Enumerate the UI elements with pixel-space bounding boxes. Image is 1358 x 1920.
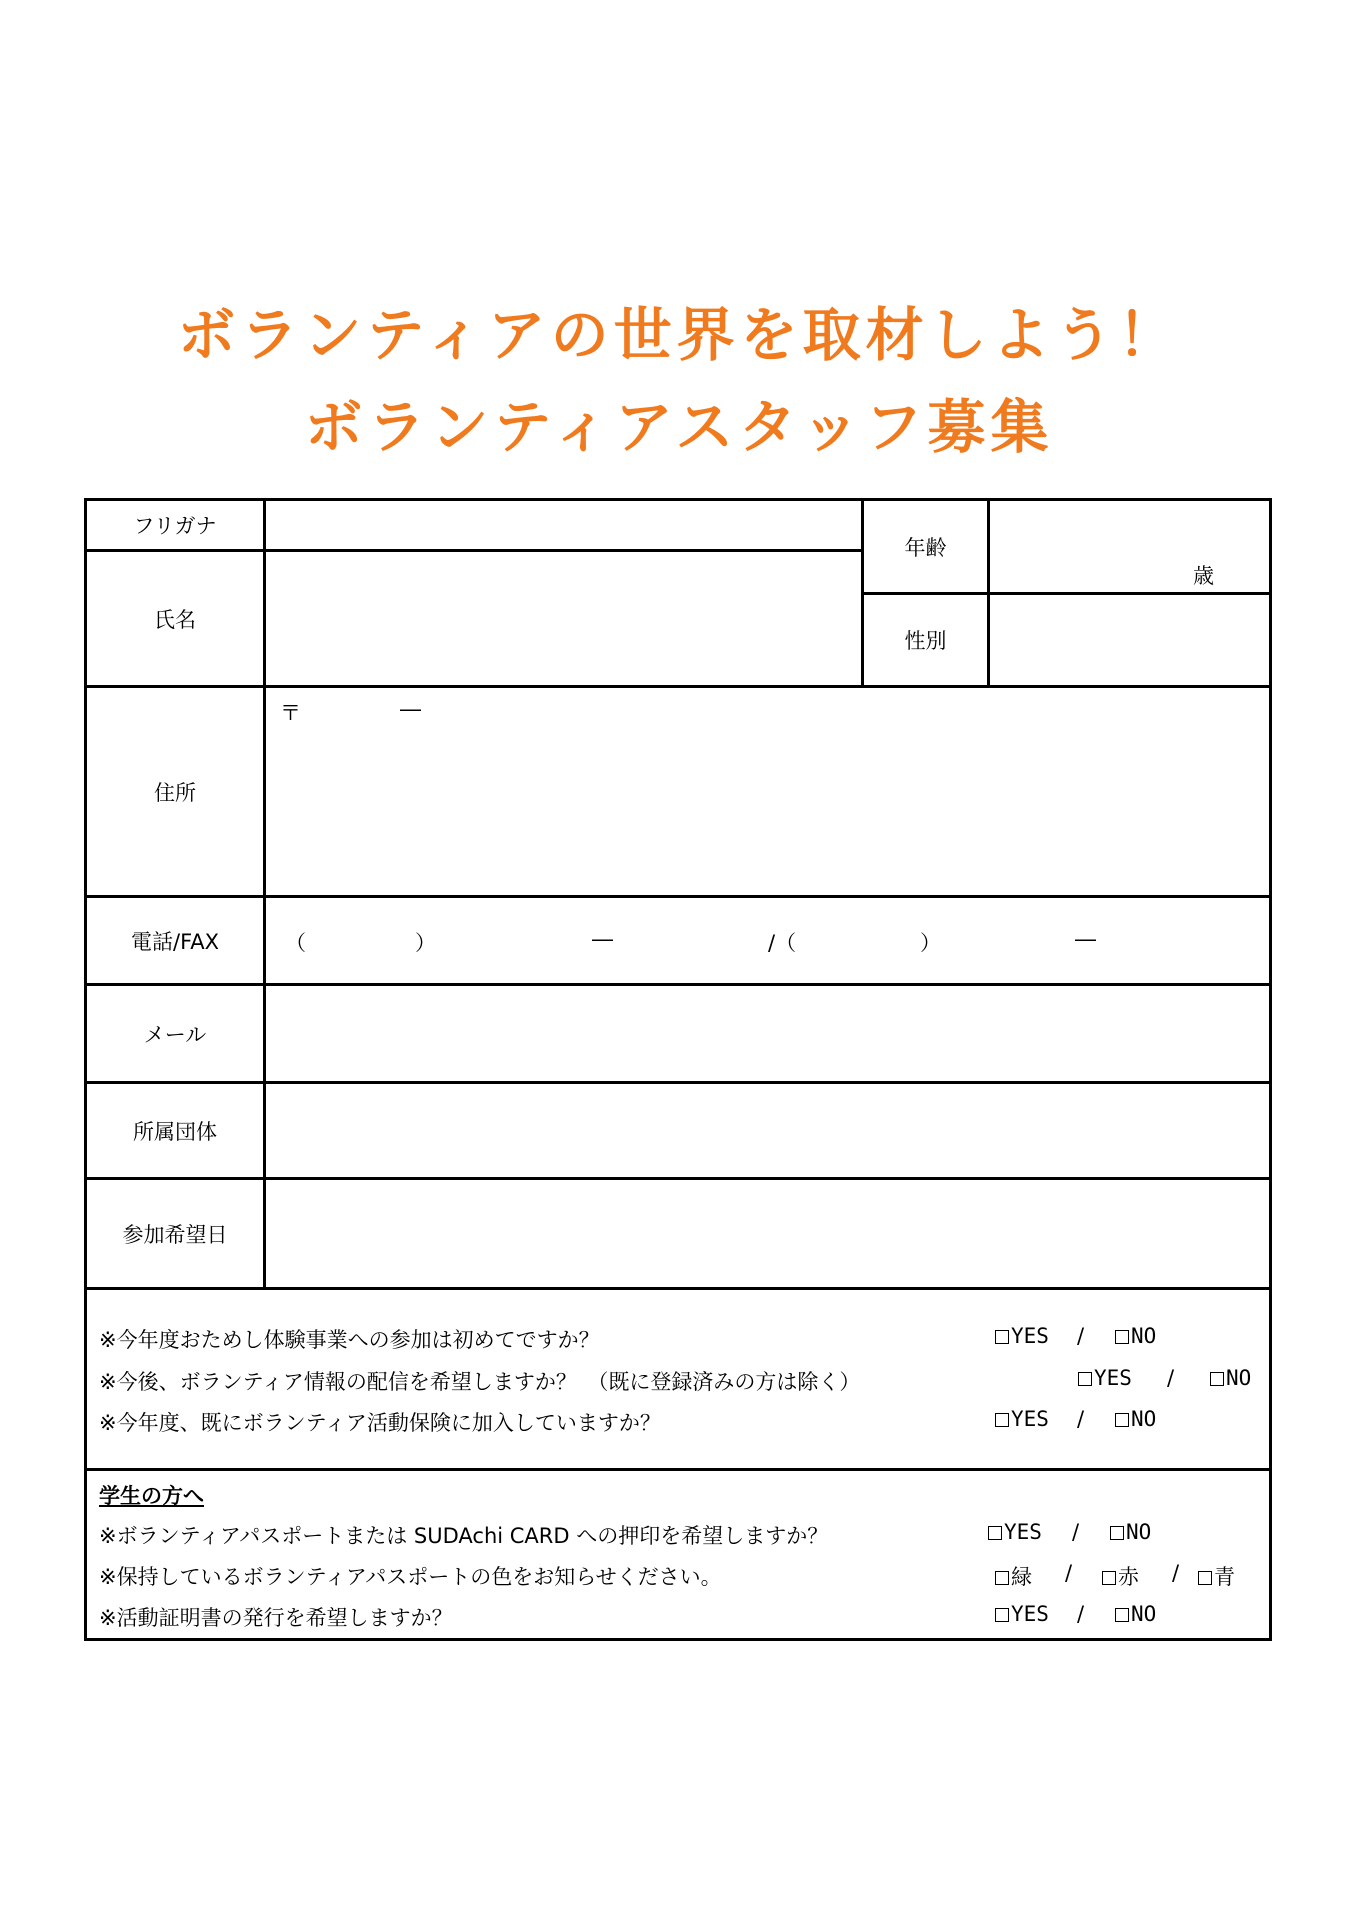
checkbox-icon bbox=[1115, 1608, 1129, 1622]
no-option[interactable]: NO bbox=[1115, 1407, 1156, 1431]
red-option[interactable]: 赤 bbox=[1102, 1561, 1139, 1591]
no-option[interactable]: NO bbox=[1115, 1324, 1156, 1348]
no-option[interactable]: NO bbox=[1210, 1366, 1251, 1390]
student-heading: 学生の方へ bbox=[99, 1484, 204, 1508]
separator: / bbox=[1072, 1520, 1080, 1544]
question-certificate: ※活動証明書の発行を希望しますか？ bbox=[99, 1606, 453, 1630]
address-label: 住所 bbox=[154, 780, 196, 805]
question-insurance: ※今年度、既にボランティア活動保険に加入していますか？ bbox=[99, 1411, 661, 1435]
checkbox-icon bbox=[1210, 1372, 1224, 1386]
name-label: 氏名 bbox=[154, 607, 196, 632]
yes-option[interactable]: YES bbox=[995, 1602, 1049, 1626]
yes-option[interactable]: YES bbox=[1078, 1366, 1132, 1390]
separator: / bbox=[1167, 1366, 1175, 1390]
checkbox-icon bbox=[1078, 1372, 1092, 1386]
question-first-time: ※今年度おためし体験事業への参加は初めてですか？ bbox=[99, 1328, 600, 1352]
separator: / bbox=[1077, 1407, 1085, 1431]
no-option[interactable]: NO bbox=[1110, 1520, 1151, 1544]
gender-field[interactable] bbox=[990, 595, 1269, 685]
fax-separator: /（ bbox=[768, 931, 797, 955]
furigana-label: フリガナ bbox=[133, 514, 217, 538]
question-stamp: ※ボランティアパスポートまたは SUDAchi CARD への押印を希望しますか？ bbox=[99, 1524, 829, 1548]
checkbox-icon bbox=[995, 1330, 1009, 1344]
checkbox-icon bbox=[1102, 1571, 1116, 1585]
date-label: 参加希望日 bbox=[122, 1222, 228, 1247]
checkbox-icon bbox=[1115, 1330, 1129, 1344]
organization-field[interactable] bbox=[266, 1084, 1269, 1177]
checkbox-icon bbox=[988, 1526, 1002, 1540]
phone-paren-close: ） bbox=[415, 931, 436, 955]
postal-mark: 〒 bbox=[280, 701, 301, 725]
checkbox-icon bbox=[1110, 1526, 1124, 1540]
furigana-field[interactable] bbox=[266, 501, 861, 549]
phone-paren-open: （ bbox=[285, 931, 306, 955]
postal-dash: ― bbox=[400, 697, 421, 721]
email-field[interactable] bbox=[266, 986, 1269, 1081]
organization-label: 所属団体 bbox=[133, 1119, 217, 1144]
gender-label: 性別 bbox=[904, 629, 947, 653]
separator: / bbox=[1077, 1324, 1085, 1348]
name-field[interactable] bbox=[266, 552, 861, 685]
email-label: メール bbox=[143, 1022, 207, 1047]
checkbox-icon bbox=[995, 1571, 1009, 1585]
phone-dash: ― bbox=[592, 927, 613, 951]
separator: / bbox=[1065, 1561, 1073, 1585]
date-field[interactable] bbox=[266, 1180, 1269, 1287]
fax-paren-close: ） bbox=[920, 931, 941, 955]
question-newsletter: ※今後、ボランティア情報の配信を希望しますか？ （既に登録済みの方は除く） bbox=[99, 1370, 861, 1394]
age-unit: 歳 bbox=[1193, 564, 1214, 588]
checkbox-icon bbox=[1115, 1413, 1129, 1427]
fax-dash: ― bbox=[1075, 927, 1096, 951]
yes-option[interactable]: YES bbox=[995, 1324, 1049, 1348]
checkbox-icon bbox=[995, 1608, 1009, 1622]
phone-label: 電話/FAX bbox=[131, 929, 219, 954]
separator: / bbox=[1172, 1561, 1180, 1585]
page-title: ボランティアの世界を取材しよう！ bbox=[177, 301, 1181, 369]
green-option[interactable]: 緑 bbox=[995, 1561, 1032, 1591]
age-label: 年齢 bbox=[904, 535, 947, 560]
checkbox-icon bbox=[1198, 1571, 1212, 1585]
page-subtitle: ボランティアスタッフ募集 bbox=[304, 393, 1054, 461]
separator: / bbox=[1077, 1602, 1085, 1626]
checkbox-icon bbox=[995, 1413, 1009, 1427]
no-option[interactable]: NO bbox=[1115, 1602, 1156, 1626]
yes-option[interactable]: YES bbox=[988, 1520, 1042, 1544]
blue-option[interactable]: 青 bbox=[1198, 1561, 1235, 1591]
yes-option[interactable]: YES bbox=[995, 1407, 1049, 1431]
age-field[interactable] bbox=[990, 501, 1269, 592]
question-passport-color: ※保持しているボランティアパスポートの色をお知らせください。 bbox=[99, 1565, 722, 1589]
